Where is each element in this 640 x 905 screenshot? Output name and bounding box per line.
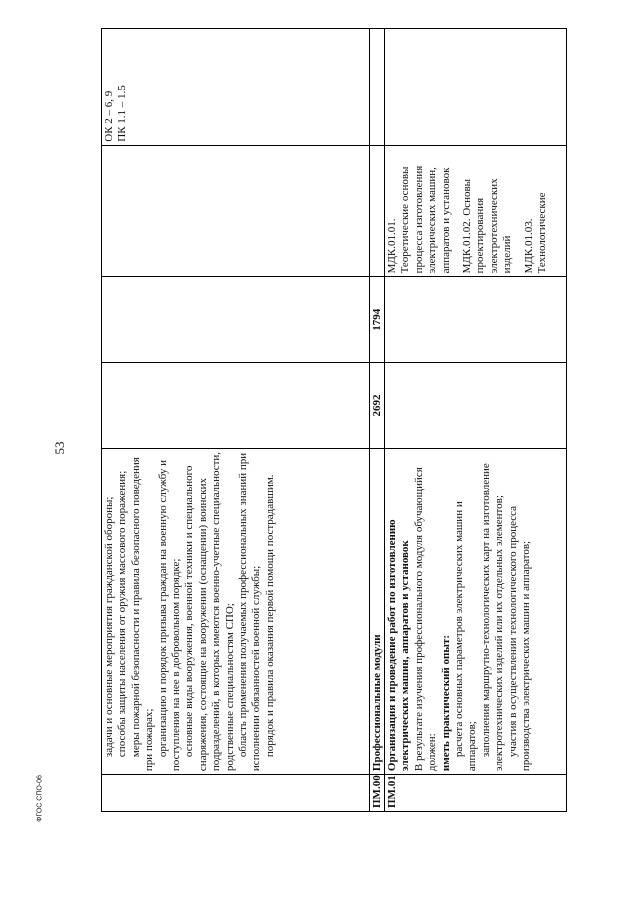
- content-line: В результате изучения профессионального модуля обучающийся должен:: [412, 467, 439, 772]
- cell-discipline: [102, 145, 369, 277]
- content-line: область применения получаемых профессиональных знаний при исполнении обязанностей военной службы;: [237, 452, 263, 772]
- cell-module-name: Профессиональные модули: [370, 448, 384, 774]
- page-number: 53: [52, 441, 67, 455]
- curriculum-table: [101, 28, 567, 812]
- content-line: основные виды вооружения, военной техники и специального снаряжения, состоящие на вооружении (оснащении) воинских подразделений, в которых имеются военно-учетные специальности, родственные специальностям СПО;: [183, 451, 236, 772]
- cell-required-load: [102, 276, 369, 362]
- content-line: меры пожарной безопасности и правила безопасного поведения при пожарах;: [129, 457, 156, 772]
- cell-mdk-list: [385, 145, 567, 277]
- mdk-item: МДК.01.03. Технологические: [522, 192, 549, 274]
- cell-max-load: [102, 362, 369, 448]
- cell-code: ПМ.00: [370, 774, 384, 811]
- cell-discipline: [370, 145, 384, 277]
- content-line: Организация и проведение работ по изготовлению электрических машин, аппаратов и установок: [386, 519, 412, 772]
- cell-max-load: [385, 362, 567, 448]
- cell-competences: [370, 29, 384, 145]
- content-line: организацию и порядок призыва граждан на военную службу и поступления на нее в добровольном порядке;: [156, 459, 183, 772]
- content-line: заполнения маршрутно-технологических карт на изготовление электротехнических изделий или их отдельных элементов;: [479, 463, 506, 772]
- cell-max-load: 2692: [370, 362, 384, 448]
- cell-required-load: 1794: [370, 276, 384, 362]
- content-line: порядок и правила оказания первой помощи пострадавшим.: [263, 474, 276, 758]
- mdk-item: МДК.01.02. Основы проектирования электротехнических изделий: [461, 178, 514, 274]
- table-row-professional-modules: [370, 29, 385, 811]
- cell-required-load: [385, 276, 567, 362]
- content-line: способы защиты населения от оружия массового поражения;: [116, 470, 129, 758]
- cell-competences: [385, 29, 567, 145]
- content-line: задачи и основные мероприятия гражданской обороны;: [103, 496, 115, 758]
- footer-code: ФГОС СПО-06: [36, 775, 44, 822]
- cell-competences: [102, 29, 369, 145]
- content-line: расчета основных параметров электрических машин и аппаратов;: [453, 501, 479, 772]
- table-row-pm01: [385, 29, 567, 811]
- competence-line: ОК 2 – 6, 9: [103, 90, 115, 142]
- competence-line: ПК 1.1 – 1.5: [116, 85, 129, 142]
- mdk-item: МДК.01.01. Теоретические основы процесса изготовления электрических машин, аппаратов и установок: [386, 165, 452, 274]
- content-line: иметь практический опыт:: [439, 635, 452, 772]
- content-line: участия в осуществлении технологического процесса производства электрических машин и аппаратов;: [506, 505, 533, 772]
- cell-content-civil-defense: [102, 448, 369, 774]
- table-viewport: [101, 28, 567, 812]
- table-row-civil-defense: [102, 29, 370, 811]
- cell-code: ПМ.01: [385, 774, 567, 811]
- cell-content-pm01: [385, 448, 567, 774]
- cell-code: [102, 774, 369, 811]
